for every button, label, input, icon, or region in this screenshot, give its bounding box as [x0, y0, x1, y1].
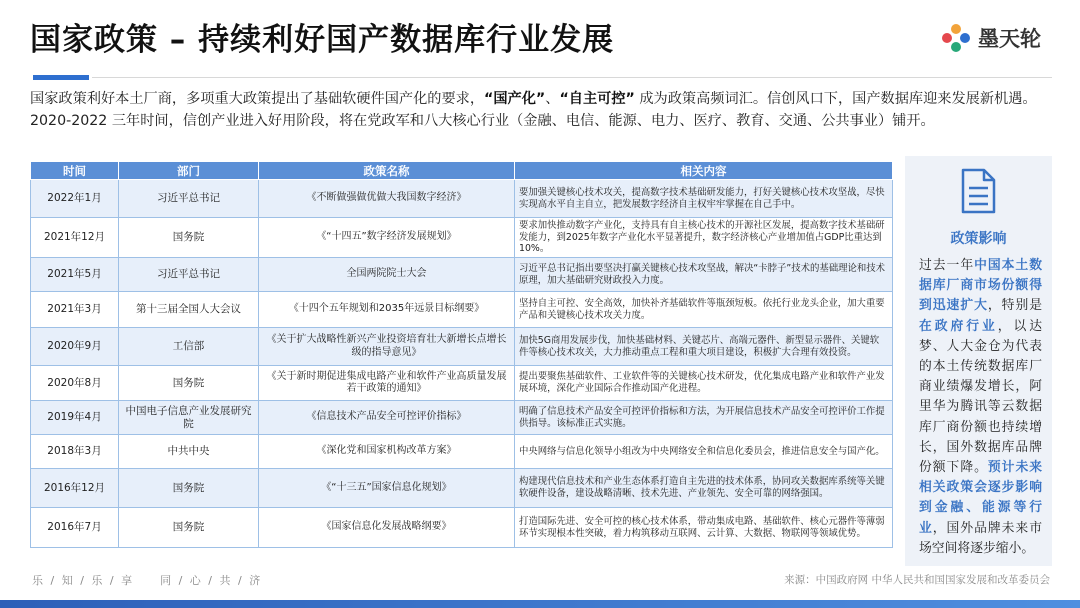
policy-impact-panel: [905, 156, 1052, 566]
brand-logo: [940, 18, 1060, 58]
column-header-policy-name: 政策名称: [259, 162, 515, 180]
logo-text: 墨天轮: [978, 27, 1041, 51]
column-header-content: 相关内容: [515, 162, 893, 180]
cell-time: 2020年8月: [31, 366, 119, 401]
side-text-2: ，特别是: [987, 298, 1043, 314]
header-divider: [92, 77, 1052, 78]
cell-content: 构建现代信息技术和产业生态体系打造自主先进的技术体系，协同攻关数据库系统等关键软硬件设备，建设战略清晰、技术先进、产业领先、安全可靠的网络强国。: [515, 469, 893, 508]
cell-department: 国务院: [119, 366, 259, 401]
table-row: [31, 218, 893, 258]
side-text-3: ，以达梦、人大金仓为代表的本土传统数据库厂商业绩爆发增长，阿里华为腾讯等云数据库厂商份额也持续增长，国外数据库品牌份额下降。: [919, 318, 1043, 476]
cell-policy-name: 《深化党和国家机构改革方案》: [259, 435, 515, 469]
cell-policy-name: 《国家信息化发展战略纲要》: [259, 508, 515, 548]
table-row: [31, 366, 893, 401]
side-panel-text: [919, 256, 1042, 559]
table-row: [31, 469, 893, 508]
cell-time: 2021年5月: [31, 258, 119, 292]
cell-department: 习近平总书记: [119, 180, 259, 218]
cell-department: 工信部: [119, 328, 259, 366]
cell-time: 2018年3月: [31, 435, 119, 469]
table-row: [31, 292, 893, 328]
title-accent-bar: [33, 75, 89, 80]
cell-content: 打造国际先进、安全可控的核心技术体系，带动集成电路、基础软件、核心元器件等薄弱环节实现根本性突破，着力构筑移动互联网、云计算、大数据、物联网等领域优势。: [515, 508, 893, 548]
cell-policy-name: 《十四个五年规划和2035年远景目标纲要》: [259, 292, 515, 328]
footer-source: 来源：中国政府网 中华人民共和国国家发展和改革委员会: [784, 574, 1050, 586]
cell-department: 习近平总书记: [119, 258, 259, 292]
cell-policy-name: 《关于新时期促进集成电路产业和软件产业高质量发展若干政策的通知》: [259, 366, 515, 401]
cell-time: 2022年1月: [31, 180, 119, 218]
cell-content: 要加强关键核心技术攻关，提高数字技术基础研发能力，打好关键核心技术攻坚战，尽快实现高水平自主自立，把发展数字经济自主权牢牢掌握在自己手中。: [515, 180, 893, 218]
side-text-1: 过去一年: [919, 258, 975, 273]
side-highlight-1: 中国本土数据库厂商市场份额得到迅速扩大: [919, 258, 1043, 314]
cell-policy-name: 《关于扩大战略性新兴产业投资培育壮大新增长点增长级的指导意见》: [259, 328, 515, 366]
table-row: [31, 508, 893, 548]
table-row: [31, 258, 893, 292]
column-header-department: 部门: [119, 162, 259, 180]
table-row: [31, 401, 893, 435]
logo-icon: [940, 22, 972, 54]
bottom-accent-bar: [0, 600, 1080, 608]
document-icon: [959, 168, 997, 214]
cell-content: 中央网络与信息化领导小组改为中央网络安全和信息化委员会，推进信息安全与国产化。: [515, 435, 893, 469]
cell-content: 明确了信息技术产品安全可控评价指标和方法，为开展信息技术产品安全可控评价工作提供指导。该标准正式实施。: [515, 401, 893, 435]
side-highlight-2: 在政府行业: [919, 318, 998, 334]
cell-content: 加快5G商用发展步伐，加快基础材料、关键芯片、高端元器件、新型显示器件、关键软件等核心技术攻关，大力推动重点工程和重大项目建设，积极扩大合理有效投资。: [515, 328, 893, 366]
cell-content: 坚持自主可控、安全高效，加快补齐基础软件等瓶颈短板。依托行业龙头企业，加大重要产品和关键核心技术攻关力度。: [515, 292, 893, 328]
intro-text-1: 国家政策利好本土厂商，多项重大政策提出了基础软硬件国产化的要求，: [30, 91, 485, 107]
cell-time: 2021年12月: [31, 218, 119, 258]
footer-slogan: 乐 / 知 / 乐 / 享 同 / 心 / 共 / 济: [32, 574, 263, 587]
policy-table: [30, 161, 893, 548]
intro-text-2: 成为政策高频词汇。信创风口下，国产数据库迎来发展新机遇。2020-2022 三年时间，信创产业进入好用阶段，将在党政军和八大核心行业（金融、电信、能源、电力、医疗、教育、交通、公共事业）铺开。: [30, 91, 1037, 129]
cell-policy-name: 《信息技术产品安全可控评价指标》: [259, 401, 515, 435]
side-highlight-3: 预计未来相关政策会逐步影响到金融、能源等行业: [919, 460, 1043, 536]
cell-department: 中国电子信息产业发展研究院: [119, 401, 259, 435]
cell-time: 2016年12月: [31, 469, 119, 508]
column-header-time: 时间: [31, 162, 119, 180]
intro-paragraph: [30, 88, 1055, 132]
keyword-localization: “国产化”: [484, 91, 546, 107]
side-text-4: ，国外品牌未来市场空间将逐步缩小。: [919, 520, 1043, 556]
cell-department: 国务院: [119, 469, 259, 508]
cell-policy-name: 《“十四五”数字经济发展规划》: [259, 218, 515, 258]
side-panel-title: 政策影响: [950, 231, 1007, 247]
cell-time: 2019年4月: [31, 401, 119, 435]
cell-department: 第十三届全国人大会议: [119, 292, 259, 328]
intro-separator: 、: [545, 91, 560, 107]
table-header-row: [31, 162, 893, 180]
cell-department: 中共中央: [119, 435, 259, 469]
cell-time: 2016年7月: [31, 508, 119, 548]
keyword-self-control: “自主可控”: [559, 91, 635, 107]
page-title: 国家政策 – 持续利好国产数据库行业发展: [30, 22, 615, 58]
table-row: [31, 435, 893, 469]
table-row: [31, 328, 893, 366]
cell-department: 国务院: [119, 508, 259, 548]
cell-policy-name: 《不断做强做优做大我国数字经济》: [259, 180, 515, 218]
cell-policy-name: 全国两院院士大会: [259, 258, 515, 292]
cell-content: 要求加快推动数字产业化，支持具有自主核心技术的开源社区发展，提高数字技术基础研发能力，到2025年数字产业化水平显著提升，数字经济核心产业增加值占GDP比重达到10%。: [515, 218, 893, 258]
cell-department: 国务院: [119, 218, 259, 258]
cell-content: 习近平总书记指出要坚决打赢关键核心技术攻坚战，解决“卡脖子”技术的基础理论和技术原理，加大基础研究财政投入力度。: [515, 258, 893, 292]
cell-time: 2021年3月: [31, 292, 119, 328]
cell-content: 提出要聚焦基础软件、工业软件等的关键核心技术研发，优化集成电路产业和软件产业发展环境，深化产业国际合作推动国产化进程。: [515, 366, 893, 401]
cell-policy-name: 《“十三五”国家信息化规划》: [259, 469, 515, 508]
table-row: [31, 180, 893, 218]
cell-time: 2020年9月: [31, 328, 119, 366]
